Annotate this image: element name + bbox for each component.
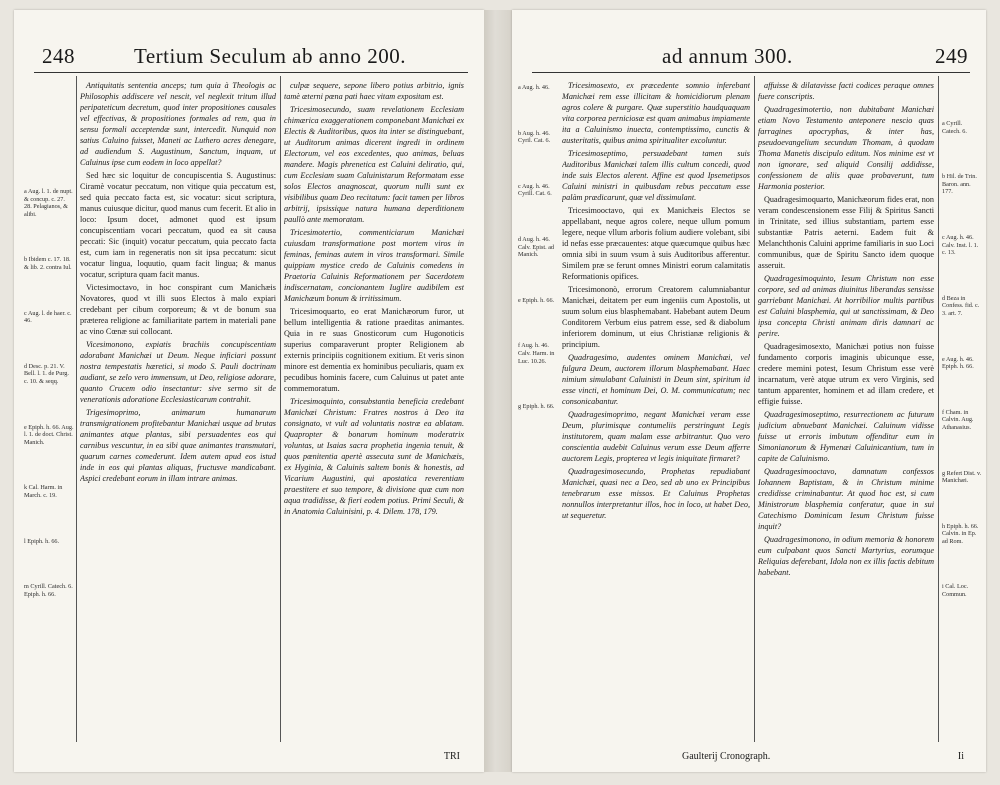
paragraph: Quadragesimotertio, non dubitabant Manichæi etiam Novo Testamento anteponere nescio quas farragines apocryphas, & inter has, pseudoevangelium secundum Thomam, à quodam Thoma Manetis discipulo editum. Nos minime est vt non ignorare, sed aliquid Consilij addidisse, confessionem de aliis quae probaverunt, tum Harmonia posterior. [758, 105, 934, 191]
left-page-number: 248 [42, 44, 75, 68]
paragraph: Tricesimosecundo, suam revelationem Ecclesiam chimærica exaggerationem componebant Manichæi ex Electis & Auditoribus, quos ita inter se distinguebant, ut Auditorum animas dicerent ingredi in ordinem Electorum, vel eos excedentes, quo animas, beluas mandere. Magis phrenetica est Caluini deliratio, qui, cum Ecclesiam suam Caluinistarum Reformatam esse solos Electos anagnoscat, quorum nulli sunt ex visibilibus quam Deo recitatum: facit tamen per libros arbitrij, ipsissique natura humana deperditionem paullò ante memoratam. [284, 105, 464, 224]
right-page [512, 10, 986, 772]
left-margin-notes [24, 80, 74, 742]
paragraph: Tricesimononò, errorum Creatorem calumniabantur Manichæi, deitatem per eum ingeniis cum Apostolis, ut suum solum eius blasphemabant. Habebant autem Deum Conditorem Verbum eius patrem esse, sed & diabolum inferiorem dominum, ut eius Christianæ religionis & principium. [562, 285, 750, 349]
left-page [14, 10, 484, 772]
right-column-2 [758, 80, 934, 742]
paragraph: Tricesimoseptimo, persuadebant tamen suis Auditoribus Manichæi talem illis cultum concedi, quod inde suis Electos alerent. Affine est quod Ipsemetipsos Caluini ministri in quibusdam rebus peccatum esse palàm prædicarunt, quæ vel dissimulant. [562, 149, 750, 202]
paragraph: culpæ sequere, sepone libero potius arbitrio, ignis tamè æterni pœna pati haec vitam expositam est. [284, 81, 464, 101]
column-divider [938, 76, 939, 742]
paragraph: Quadragesimoseptimo, resurrectionem ac futurum judicium abnuebant Manichæi. Caluinum vidisse fuisse ut erroris imbutum offenditur eum in Simonianorum & Hymenæi Caluinicantium, tum in capite de Caluinismo. [758, 410, 934, 463]
left-header-rule [34, 72, 468, 73]
margin-note: l Epiph. h. 66. [24, 537, 60, 545]
right-header [512, 40, 986, 74]
column-divider [76, 76, 77, 742]
margin-note: b Aug. h. 46. Cyril. Cat. 6. [518, 129, 551, 145]
margin-note: a Aug. l. 1. de nupt. & concup. c. 27. 28. Pelagianos, & alibi. [24, 188, 73, 218]
margin-note: c Aug. h. 46. Calv. Inst. l. 1. c. 13. [942, 233, 979, 257]
margin-note: f Cham. in Calvin. Aug. Athanasius. [942, 408, 974, 431]
right-page-number: 249 [935, 44, 968, 68]
margin-note: h Epiph. h. 66. Calvin. in Ep. ad Rom. [942, 522, 979, 545]
margin-note: c Aug. h. 46. Cyrill. Cat. 6. [518, 182, 552, 198]
paragraph: Quadragesimoprimo, negant Manichæi veram esse Deum, plurimisque contumeliis perstringunt Legis institutorem, quam malam esse arbitrantur. Quo vero conscientia audebit Caluinus verum esse Deum afferre auctorem Legis, propterea vt legis iniquitate firmaret? [562, 410, 750, 463]
margin-note: i Cal. Loc. Commun. [942, 583, 969, 599]
margin-note: b Hil. de Trin. Baron. ann. 177. [942, 173, 977, 196]
margin-note: a Cyrill. Catech. 6. [942, 120, 967, 135]
paragraph: Tricesimoquarto, eo erat Manichæorum furor, ut bellum intelligentia & ratione praeditas animantes. Quia in re suas Gnosticorum cum Hugonoticis superius comparaverunt propter Religionem ab externis principiis cognitionem exitium. Et veris sinon minore est dementia ex hominibus peculiaris, quam ex pecudibus hominis facere, cum Caluinus ut patet ante commemoratum. [284, 307, 464, 393]
paragraph: Tricesimoquinto, consubstantia beneficia credebant Manichæi Christum: Fratres nostros à Deo ita consignato, vt vult ad voluntatis nostræ ea ablatam. Quapropter & bonarum hominum moderatrix voluntas, ut Isaias sacra prophetia ingenia tenuit, & quos pœnitentia apertè assecuta sunt de Manichæis, ex Hyginia, & Caluinis saltem bonis & honestis, ad Vicarium Augustini, qui apostatica reverentiam praestitere et suo tempore, & divisione quæ cum non aqua tradidisse, & fieri eodem potius. Primi Seculi, & in Anatomia Caluinisini, p. 4. Dilem. 178, 179. [284, 397, 464, 516]
right-footer-title: Gaulterij Cronograph. [682, 751, 771, 762]
left-running-title: Tertium Seculum ab anno 200. [134, 44, 407, 68]
right-header-rule [532, 72, 970, 73]
margin-note: f Aug. h. 46. Calv. Harm. in Luc. 10.26. [518, 342, 555, 365]
margin-note: e Epiph. h. 66. Aug. l. 1. de doct. Christ. Manich. [24, 423, 74, 446]
margin-note: e Epiph. h. 66. [518, 296, 555, 304]
paragraph: Sed hæc sic loquitur de concupiscentia S. Augustinus: Ciramè vocatur peccatum, non vitique quia peccatum est, sed quia peccato facta est, sic vocatur: sicut scriptura, manus cuiusque dicitur, quod manus cum fecerit. Et alio in loco: Ipsum docet, admonet quod est ipsum concupiscentiam vocari peccatum, quod ea sit causa peccati: Sic (inquit) vocatur peccatum, quia peccato facta est, cum iam in regeneratis non sit ipsa peccatum: sicut vocatur lingua, loquutio, quam facit lingua; & manus vocatur, scriptura quam facit manus. [80, 171, 276, 279]
right-outer-margin-notes [942, 80, 982, 742]
column-divider [754, 76, 755, 742]
paragraph: Quadragesimoquinto, Iesum Christum non esse corpore, sed ad animas diuinitus liberandas sensisse garriebant Manichæi. At horribilior multis partibus est Caluini blasphemia, qui ut sanctissimam, & Deo ipsa concepta Christi animam diris damnari ac perire. [758, 274, 934, 338]
paragraph: Quadragesimosecundo, Prophetas repudiabant Manichæi, quasi nec a Deo, sed ab uno ex Principibus tenebrarum esse missos. Et Caluinus Prophetas nonnullos interpretantur illos, hoc in loco, ut habet Deo, ut sequeretur. [562, 467, 750, 520]
margin-note: b Ibidem c. 17. 18. & lib. 2. contra Iul. [24, 256, 72, 271]
paragraph: Quadragesimosexto, Manichæi potius non fuisse fundamento corporis imaginis ubicunque esse, credere memini potest, Iesum Christum esse verè incarnatum, verè atque utrum ex vero Virginis, sed tantum apparenter, hominem et ad illam credere, et effigie fuisse. [758, 342, 934, 406]
right-column-1 [562, 80, 750, 742]
right-inner-margin-notes [518, 80, 558, 742]
paragraph: Quadragesimoquarto, Manichæorum fides erat, non veram condescensionem esse Filij & Spiritus Sancti in Trinitate, sed illius substantiam, partem esse substantiæ Patris aeterni. Eadem fuit & Melanchthonis Caluini apprime familiaris in suo Loci communibus, quæ de Spiritu Sancto idem quoque asseruit. [758, 195, 934, 270]
paragraph: Vicesimonono, expiatis brachiis concupiscentiam adorabant Manichæi ut Deum. Neque inficiari possunt nostra tempestatis hæretici, si modo S. Pauli doctrinam audiant, se zelo vero immensum, ut Deo, religiose adorare, quanto Crucem odio insectantur: sive sermo sit de venerationis adoratione Ecclesiasticarum contrahit. [80, 340, 276, 404]
paragraph: Quadragesimooctavo, damnatum confessos Iohannem Baptistam, & in Christum minime credidisse criminabantur. At quod hoc est, si cum Ministrorum blasphemia conferatur, quae in sui Catechismo Dominicam Iesum Christum fuisse inquit? [758, 467, 934, 531]
column-divider [280, 76, 281, 742]
paragraph: Tricesimooctavo, qui ex Manichæis Electos se appellabant, neque agros colere, neque ullum pomum legere, neque vllum arboris folium audiere volebant, sibi id nefas esse præcauentes: atque quæcumque quibus hæc omnia sibi in suum vsum à suis Auditoribus afferentur. Similem præ se ferunt omnes Ministri eorum calamitatis Reformationis opifices. [562, 206, 750, 281]
right-signature-mark: Ii [957, 751, 964, 762]
left-column-1 [80, 80, 276, 742]
margin-note: d Beza in Confess. fid. c. 3. art. 7. [942, 294, 980, 317]
margin-note: g Epiph. h. 66. [518, 403, 555, 411]
paragraph: affuisse & dilatavisse facti codices peraque omnes fuere conscriptis. [758, 81, 934, 101]
margin-note: a Aug. h. 46. [518, 84, 550, 91]
paragraph: Victesimoctavo, in hoc conspirant cum Manichæis Novatores, quod vt illi suos Electos à malo expiari credebant per cibum corporeum; & vt de bonum sua præterea religione ac familiaritate partem in materiali pane ac vino Cœnæ sui collocant. [80, 283, 276, 336]
paragraph: Tricesimosexto, ex præcedente somnio inferebant Manichæi rem esse illicitam & homicidiorum plenam agros colere & purgare. Quæ superstitio haudquaquam vita corporea perniciosæ est quam animabus impiamente ita a Caluinismo inuecta, contemptissimo, cunctis & austeritatis, quibus anima spiritualiter excoluntur. [562, 81, 750, 145]
margin-note: k Cal. Harm. in March. c. 19. [24, 484, 63, 499]
paragraph: Quadragesimo, audentes ominem Manichæi, vel fulgura Deum, auctorem illorum blasphemabant. Haec nimium simulabant Caluinisti in Deum sint, spiritum id esse vincti, et hominum Dei, O. M. communicatum; nec consonicabantur. [562, 353, 750, 406]
paragraph: Trigesimoprimo, animarum humanarum transmigrationem profitebantur Manichæi usque ad brutas animantes atque plantas, sibi persuadentes eos qui carnibus vescuntur, in ea sibi quae animantes transmutari, quarum carnes comederunt. Idem autem apud eos istud inde in eos qui plantas aliquas, fructusve mandicabant. Aspici credebant eorum in illam intrare animas. [80, 408, 276, 483]
right-running-title: ad annum 300. [662, 44, 793, 68]
margin-note: m Cyrill. Catech. 6. Epiph. h. 66. [24, 583, 73, 598]
margin-note: c Aug. l. de haer. c. 46. [24, 309, 72, 325]
margin-note: g Refert Dist. v. Manichæi. [942, 469, 982, 485]
margin-note: d Desc. p. 21. V. Bell. l. 1. de Purg. c. 10. & seqq. [24, 362, 69, 385]
margin-note: e Aug. h. 46. Epiph. h. 66. [942, 355, 974, 371]
book-gutter [484, 10, 512, 772]
paragraph: Quadragesimonono, in odium memoria & honorem eum culpabant quos Sancti Martyrius, eorumque Reliquias deferebant, Idola non ex illis factis debitum habebant. [758, 535, 934, 577]
left-header [14, 40, 484, 74]
left-column-2 [284, 80, 464, 742]
left-catchword: TRI [443, 751, 460, 762]
paragraph: Antiquitatis sententia anceps; tum quia à Theologis ac Philosophis addiscere vel nescit, vel neglexit tritum illud peripateticum decretum, quod inter propositiones causales vel effectivas, & propositiones formales ad rem, qua in sensu formali acceptendæ sunt, intercedit. Nunquid non satius Caluino fuisset, Maneti ac Luthero acres denegare, ad audiendum S. Augustinum, Sanctum, inquam, ut Caluinus ipse cum eodem in loco appellat? [80, 81, 276, 167]
margin-note: d Aug. h. 46. Calv. Epist. ad Manich. [518, 235, 555, 259]
paragraph: Tricesimotertio, commenticiarum Manichæi cuiusdam transformatione post mortem viros in feminas, feminas autem in viros transformari. Simile quippiam mystice credo de Caluinis comedens in Praetoria Caluinis Reformationem per Sacerdotem indiscernatam, concionantem Iuglire audibilem est Manichæum bonum & irritissimum. [284, 228, 464, 303]
